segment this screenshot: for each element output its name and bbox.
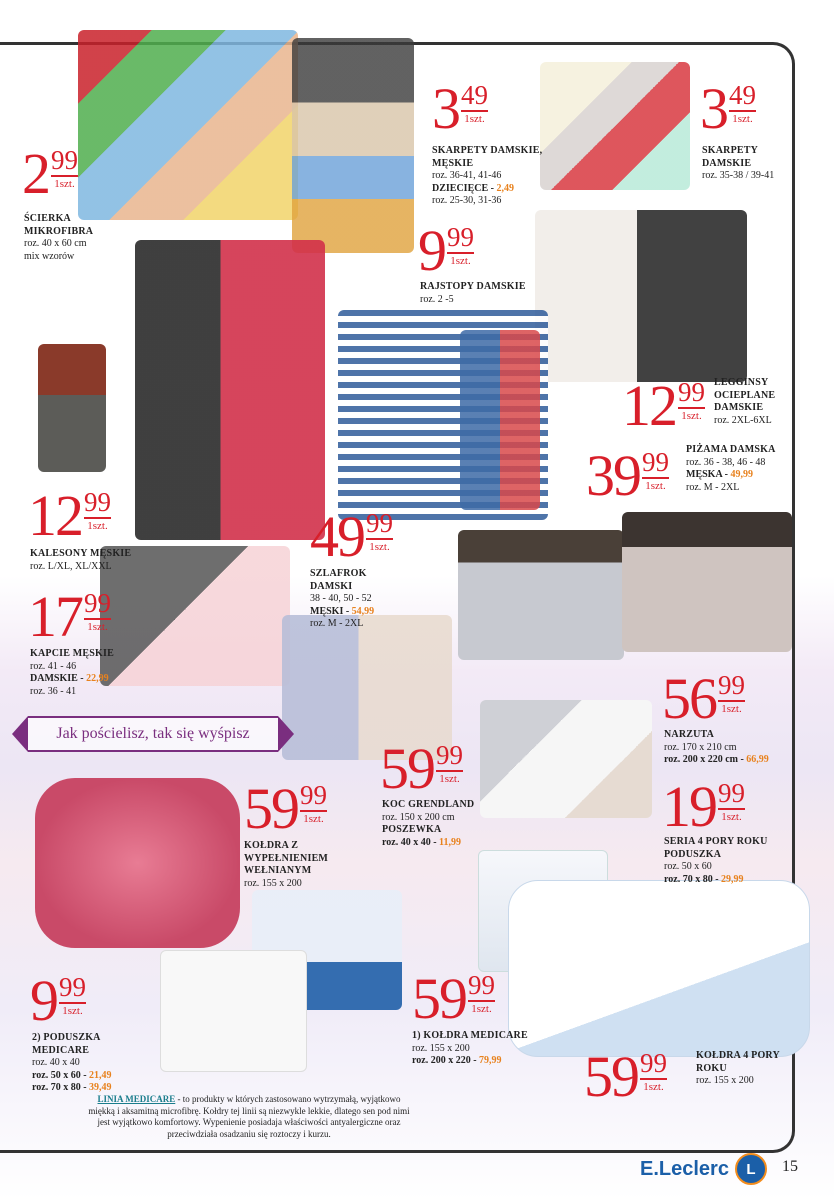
price-poduszka-medicare (30, 968, 86, 1033)
alt-size: roz. 36 - 41 (30, 685, 77, 697)
label-kalesony (30, 548, 150, 573)
price-cents: 99 (84, 588, 111, 618)
product-size: roz. 36-41, 41-46 (432, 170, 502, 181)
price-kalesony (28, 483, 111, 548)
socks-packs-image (292, 38, 414, 253)
price-koc (380, 736, 463, 801)
medicare-info-text (84, 1094, 414, 1141)
price-int: 59 (244, 776, 298, 841)
alt-price: 66,99 (746, 754, 769, 765)
label-skarpety1 (432, 145, 552, 208)
price-int: 2 (22, 141, 49, 206)
price-cents: 99 (447, 222, 474, 252)
price-skarpety2 (700, 76, 756, 141)
price-unit: 1szt. (464, 113, 485, 125)
alt-price: 29,99 (721, 873, 744, 885)
product-size: roz. 41 - 46 (30, 660, 77, 672)
label-poduszka-seria (664, 836, 790, 886)
product-name: RAJSTOPY DAMSKIE (420, 281, 526, 292)
product-name: SKARPETY DAMSKIE (702, 145, 758, 169)
price-cents: 49 (729, 80, 756, 110)
product-size: roz. 2 -5 (420, 293, 454, 305)
price-cents: 99 (642, 447, 669, 477)
price-unit: 1szt. (87, 520, 108, 532)
price-int: 12 (28, 483, 82, 548)
alt-price: 21,49 (89, 1069, 112, 1081)
label-narzuta (664, 729, 790, 767)
product-name: KOC GRENDLAND (382, 799, 475, 810)
price-unit: 1szt. (471, 1003, 492, 1015)
brand-name: E.Leclerc (640, 1157, 729, 1180)
product-size: roz. 155 x 200 (412, 1042, 470, 1054)
product-name: KOŁDRA 4 PORY ROKU (696, 1050, 780, 1074)
product-size: roz. 150 x 200 cm (382, 811, 455, 823)
alt-price: 79,99 (479, 1055, 502, 1066)
price-cents: 99 (59, 972, 86, 1002)
product-name: 1) KOŁDRA MEDICARE (412, 1030, 528, 1041)
price-int: 17 (28, 584, 82, 649)
price-int: 56 (662, 666, 716, 731)
label-pizama (686, 444, 790, 494)
price-unit: 1szt. (721, 811, 742, 823)
product-name: 2) PODUSZKA MEDICARE (32, 1032, 101, 1056)
price-unit: 1szt. (439, 773, 460, 785)
product-size: roz. L/XL, XL/XXL (30, 560, 112, 572)
product-name: KOŁDRA Z WYPEŁNIENIEM WEŁNIANYM (244, 840, 329, 876)
price-int: 59 (380, 736, 434, 801)
price-cents: 99 (300, 780, 327, 810)
alt-label: roz. 200 x 220 cm - (664, 754, 747, 765)
alt-label: roz. 40 x 40 - (382, 836, 440, 848)
product-name: PIŻAMA DAMSKA (686, 444, 776, 455)
alt-label: DAMSKIE - (30, 673, 87, 684)
bedspread-1-image (458, 530, 624, 660)
product-note: mix wzorów (24, 250, 75, 262)
price-cents: 99 (678, 377, 705, 407)
alt-label: roz. 200 x 220 - (412, 1055, 480, 1066)
alt-price: 22,99 (86, 673, 109, 684)
price-skarpety1 (432, 76, 488, 141)
tights-packs-image (535, 210, 747, 382)
alt-size: roz. M - 2XL (310, 618, 364, 629)
product-size: roz. 170 x 210 cm (664, 741, 737, 753)
price-unit: 1szt. (369, 541, 390, 553)
product-name: KALESONY MĘSKIE (30, 548, 132, 559)
price-int: 19 (662, 774, 716, 839)
product-sub-name: POSZEWKA (382, 824, 442, 835)
pink-duvet-image (35, 778, 240, 948)
alt-size: roz. 25-30, 31-36 (432, 195, 502, 206)
price-narzuta (662, 666, 745, 731)
label-szlafrok (310, 568, 405, 631)
product-name: SERIA 4 PORY ROKU PODUSZKA (664, 836, 768, 860)
label-poduszka-medicare (32, 1032, 152, 1095)
price-int: 59 (584, 1044, 638, 1109)
price-unit: 1szt. (450, 255, 471, 267)
product-name: KAPCIE MĘSKIE (30, 648, 115, 659)
product-size: roz. 36 - 38, 46 - 48 (686, 456, 766, 468)
price-unit: 1szt. (62, 1005, 83, 1017)
slogan-text: Jak pościelisz, tak się wyśpisz (56, 725, 250, 742)
price-rajstopy (418, 218, 474, 283)
product-name: ŚCIERKA MIKROFIBRA (24, 213, 94, 237)
price-cents: 99 (84, 487, 111, 517)
bathrobes-image (135, 240, 325, 540)
alt-label: MĘSKA - (686, 469, 731, 480)
label-rajstopy (420, 281, 530, 306)
price-unit: 1szt. (87, 621, 108, 633)
product-name: SZLAFROK DAMSKI (310, 568, 367, 592)
price-int: 3 (432, 76, 459, 141)
price-int: 49 (310, 504, 364, 569)
price-int: 3 (700, 76, 727, 141)
bedspread-2-image (622, 512, 792, 652)
label-legginsy (714, 377, 790, 427)
product-name: NARZUTA (664, 729, 715, 740)
label-scierka (24, 213, 134, 263)
price-scierka (22, 141, 78, 206)
pajamas-pants-image (460, 330, 540, 510)
price-cents: 49 (461, 80, 488, 110)
alt-label-2: roz. 70 x 80 - (32, 1082, 90, 1093)
price-cents: 99 (51, 145, 78, 175)
price-szlafrok (310, 504, 393, 569)
price-koldra-4pory (584, 1044, 667, 1109)
price-cents: 99 (468, 970, 495, 1000)
price-koldra-welna (244, 776, 327, 841)
price-unit: 1szt. (681, 410, 702, 422)
alt-price: 11,99 (439, 836, 461, 848)
cushions-image (480, 700, 652, 818)
price-pizama (586, 443, 669, 508)
price-int: 39 (586, 443, 640, 508)
alt-price: 2,49 (496, 182, 514, 194)
price-cents: 99 (366, 508, 393, 538)
thermal-longjohns-image (38, 344, 106, 472)
alt-label: MĘSKI - (310, 605, 352, 617)
brand-logo (640, 1154, 767, 1184)
alt-size: roz. M - 2XL (686, 481, 740, 493)
product-size: roz. 155 x 200 (696, 1075, 754, 1086)
price-poduszka-seria (662, 774, 745, 839)
price-unit: 1szt. (721, 703, 742, 715)
info-highlight: LINIA MEDICARE (97, 1094, 176, 1104)
price-unit: 1szt. (732, 113, 753, 125)
price-int: 9 (418, 218, 445, 283)
product-name: SKARPETY DAMSKIE, MĘSKIE (432, 145, 543, 169)
info-body: - to produkty w których zastosowano wytrzymałą, wyjątkowo miękką i aksamitną microfibrę. Kołdry tej linii są niezwykle lekkie, dlatego sen pod nimi jest wyjątkowo komfortowy. Wypenienie posiadaja właściwości antyalergiczne oraz przeciwdziała osadzaniu się roztoczy i kurzu. (88, 1094, 410, 1140)
label-koldra-welna (244, 840, 344, 890)
product-size: roz. 155 x 200 (244, 877, 302, 889)
slogan-banner (28, 716, 278, 752)
white-duvet-image (508, 880, 810, 1057)
product-size: roz. 40 x 60 cm (24, 238, 87, 249)
price-koldra-medicare (412, 966, 495, 1031)
alt-label: DZIECIĘCE - (432, 182, 497, 194)
label-koldra-4pory (696, 1050, 788, 1088)
alt-price-2: 39,49 (89, 1082, 112, 1093)
label-koc (382, 799, 492, 849)
price-unit: 1szt. (303, 813, 324, 825)
alt-label: roz. 70 x 80 - (664, 873, 722, 885)
product-size: roz. 40 x 40 (32, 1057, 80, 1068)
microfiber-cloths-image (78, 30, 298, 220)
alt-price: 54,99 (351, 605, 375, 617)
product-size: roz. 50 x 60 (664, 861, 712, 872)
price-cents: 99 (718, 778, 745, 808)
price-int: 12 (622, 373, 676, 438)
price-int: 9 (30, 968, 57, 1033)
price-kapcie (28, 584, 111, 649)
product-name: LEGGINSY OCIEPLANE DAMSKIE (714, 377, 776, 413)
alt-price: 49,99 (730, 469, 753, 480)
price-cents: 99 (718, 670, 745, 700)
product-size: 38 - 40, 50 - 52 (310, 593, 372, 604)
label-kapcie (30, 648, 140, 698)
product-size: roz. 35-38 / 39-41 (702, 170, 775, 181)
price-int: 59 (412, 966, 466, 1031)
brand-mark-icon: L (735, 1153, 767, 1185)
alt-label: roz. 50 x 60 - (32, 1069, 90, 1081)
product-size: roz. 2XL-6XL (714, 414, 772, 426)
price-legginsy (622, 373, 705, 438)
price-cents: 99 (436, 740, 463, 770)
price-unit: 1szt. (643, 1081, 664, 1093)
price-cents: 99 (640, 1048, 667, 1078)
fuzzy-socks-image (540, 62, 690, 190)
label-skarpety2 (702, 145, 787, 183)
price-unit: 1szt. (54, 178, 75, 190)
page-number: 15 (782, 1158, 798, 1175)
price-unit: 1szt. (645, 480, 666, 492)
label-koldra-medicare (412, 1030, 532, 1068)
medicare-pillow-image (160, 950, 307, 1072)
